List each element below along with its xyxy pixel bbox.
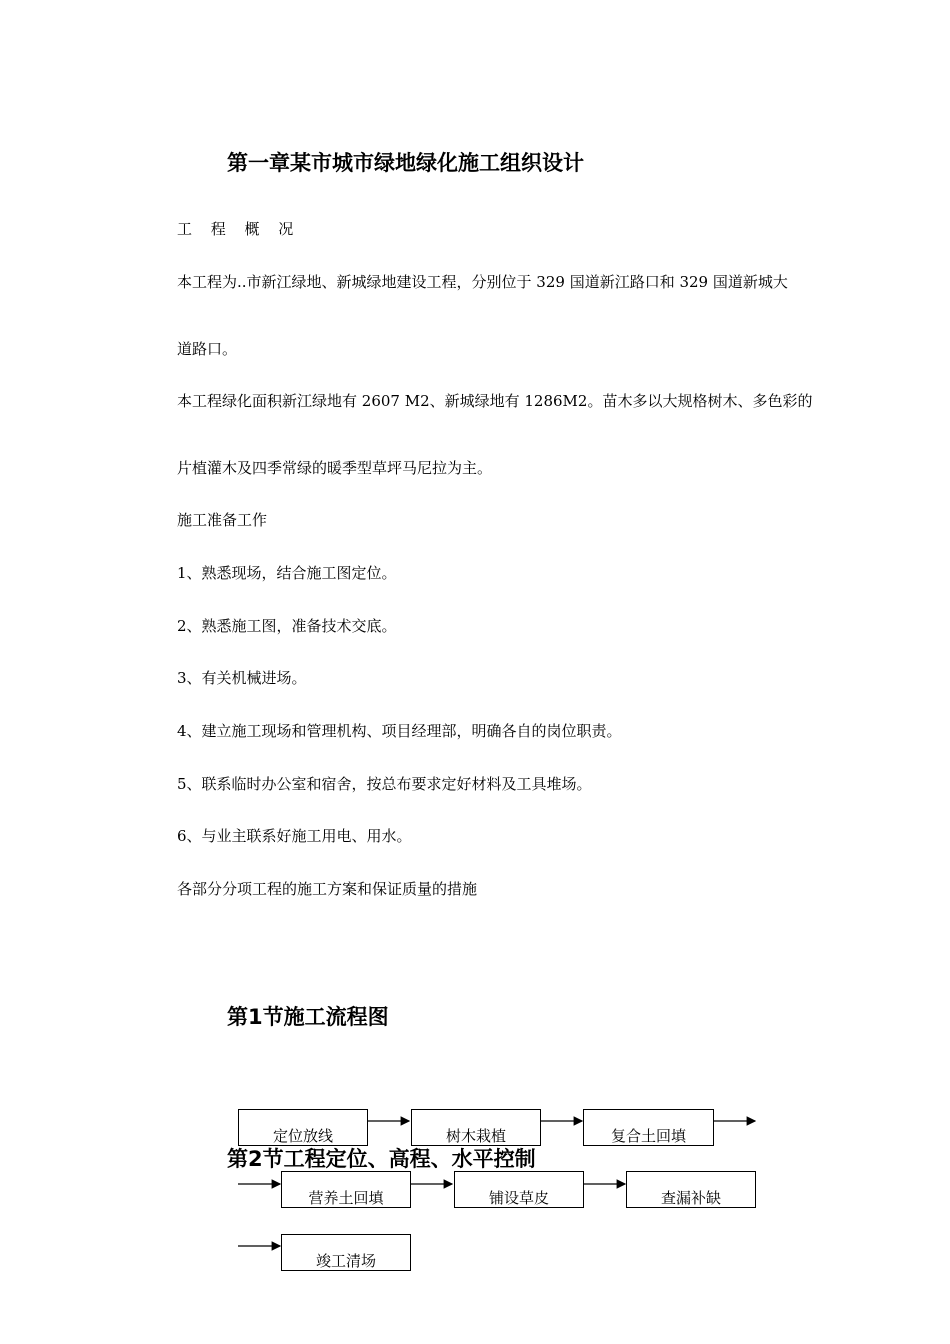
chapter-title: 第一章某市城市绿地绿化施工组织设计	[227, 151, 584, 175]
paragraph-2-line-1: 本工程绿化面积新江绿地有 2607 M2、新城绿地有 1286M2。苗木多以大规格树木、多色彩的	[177, 392, 813, 410]
prep-item: 3、有关机械进场。	[177, 669, 307, 687]
paragraph-2-line-2: 片植灌木及四季常绿的暖季型草坪马尼拉为主。	[177, 459, 493, 477]
flow-step-box: 竣工清场	[281, 1234, 411, 1271]
section-1-title: 第1节施工流程图	[227, 1005, 389, 1029]
prep-item: 2、熟悉施工图，准备技术交底。	[177, 617, 397, 635]
flow-step-box: 营养土回填	[281, 1171, 411, 1208]
prep-item: 5、联系临时办公室和宿舍，按总布要求定好材料及工具堆场。	[177, 775, 592, 793]
prep-item: 6、与业主联系好施工用电、用水。	[177, 827, 412, 845]
prep-item: 1、熟悉现场，结合施工图定位。	[177, 564, 397, 582]
paragraph-1-line-2: 道路口。	[177, 340, 238, 358]
paragraph-1-line-1: 本工程为..市新江绿地、新城绿地建设工程，分别位于 329 国道新江路口和 329 国道新城大	[177, 273, 788, 291]
prep-item: 4、建立施工现场和管理机构、项目经理部，明确各自的岗位职责。	[177, 722, 622, 740]
measures-heading: 各部分分项工程的施工方案和保证质量的措施	[177, 880, 478, 898]
flow-step-box: 查漏补缺	[626, 1171, 756, 1208]
overview-heading: 工 程 概 况	[177, 220, 301, 238]
flow-step-box: 铺设草皮	[454, 1171, 584, 1208]
section-2-title: 第2节工程定位、高程、水平控制	[227, 1147, 536, 1171]
prep-heading: 施工准备工作	[177, 511, 268, 529]
flow-step-box: 定位放线	[238, 1109, 368, 1146]
flow-step-box: 树木栽植	[411, 1109, 541, 1146]
flow-step-box: 复合土回填	[583, 1109, 714, 1146]
